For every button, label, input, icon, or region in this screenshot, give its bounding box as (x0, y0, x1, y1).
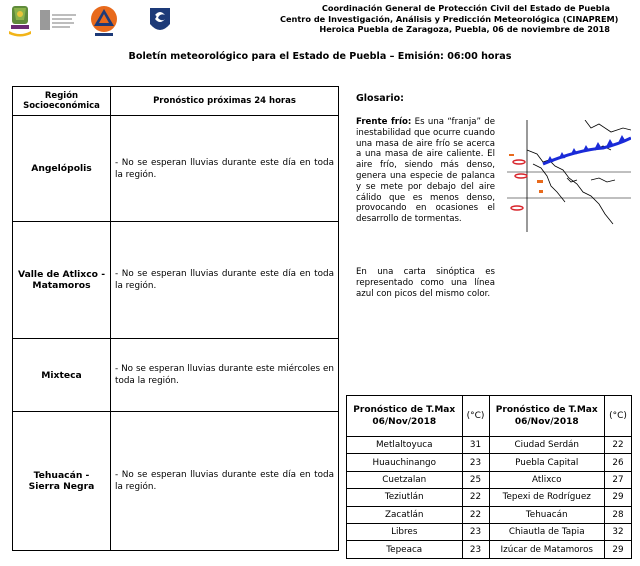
table-row (347, 489, 632, 506)
city-name: Tepexi de Rodríguez (489, 489, 605, 506)
temperature-value: 26 (605, 454, 632, 471)
region-forecast-table (12, 86, 339, 551)
city-name: Atlixco (489, 471, 605, 488)
region-forecast: - No se esperan lluvias durante este miércoles en toda la región. (111, 339, 339, 412)
temperature-value: 28 (605, 506, 632, 523)
city-name: Izúcar de Matamoros (489, 541, 605, 558)
temperature-value: 23 (462, 523, 489, 540)
region-name: Tehuacán - Sierra Negra (13, 412, 111, 551)
table-row (347, 541, 632, 558)
unit-header-right: (°C) (605, 396, 632, 437)
glossary-term: Frente frío: (356, 117, 412, 127)
cold-front-map (507, 120, 631, 232)
region-column-header: Región Socioeconómica (13, 87, 111, 116)
table-row (13, 116, 339, 222)
table-row (13, 222, 339, 339)
city-name: Chiautla de Tapia (489, 523, 605, 540)
region-forecast: - No se esperan lluvias durante este día en toda la región. (111, 412, 339, 551)
city-name: Libres (347, 523, 463, 540)
header-line-2: Centro de Investigación, Análisis y Predicción Meteorológica (CINAPREM) (280, 13, 619, 24)
region-name: Valle de Atlixco - Matamoros (13, 222, 111, 339)
region-name: Mixteca (13, 339, 111, 412)
temperature-value: 31 (462, 437, 489, 454)
table-row (347, 506, 632, 523)
temperature-value: 23 (462, 541, 489, 558)
region-forecast: - No se esperan lluvias durante este día en toda la región. (111, 116, 339, 222)
forecast-header-right: Pronóstico de T.Max 06/Nov/2018 (489, 396, 605, 437)
temperature-value: 25 (462, 471, 489, 488)
city-name: Tehuacán (489, 506, 605, 523)
proteccion-civil-logo (89, 4, 119, 38)
header-line-3: Heroica Puebla de Zaragoza, Puebla, 06 de noviembre de 2018 (319, 24, 610, 34)
temperature-value: 27 (605, 471, 632, 488)
city-name: Puebla Capital (489, 454, 605, 471)
temperature-value: 22 (462, 489, 489, 506)
temperature-value: 32 (605, 523, 632, 540)
cinaprem-logo (146, 4, 174, 38)
header-block (280, 3, 619, 35)
glossary-title: Glosario: (356, 93, 404, 104)
table-row (347, 454, 632, 471)
city-name: Teziutlán (347, 489, 463, 506)
temperature-value: 22 (462, 506, 489, 523)
city-name: Huauchinango (347, 454, 463, 471)
city-name: Ciudad Serdán (489, 437, 605, 454)
glossary-definition (356, 117, 495, 225)
puebla-state-logo (6, 4, 34, 38)
table-row (13, 339, 339, 412)
gobierno-puebla-logo (38, 4, 78, 38)
temperature-value: 29 (605, 489, 632, 506)
temperature-value: 29 (605, 541, 632, 558)
glossary-note: En una carta sinóptica es representado como una línea azul con picos del mismo color. (356, 267, 495, 299)
table-header-row (347, 396, 632, 437)
city-name: Zacatlán (347, 506, 463, 523)
max-temperature-table (346, 395, 632, 559)
temperature-value: 22 (605, 437, 632, 454)
bulletin-title: Boletín meteorológico para el Estado de Puebla – Emisión: 06:00 horas (128, 51, 512, 62)
table-row (347, 471, 632, 488)
table-header-row (13, 87, 339, 116)
table-row (347, 523, 632, 540)
region-name: Angelópolis (13, 116, 111, 222)
table-row (13, 412, 339, 551)
table-row (347, 437, 632, 454)
forecast-header-left: Pronóstico de T.Max 06/Nov/2018 (347, 396, 463, 437)
city-name: Metlaltoyuca (347, 437, 463, 454)
header-line-1: Coordinación General de Protección Civil del Estado de Puebla (321, 3, 610, 13)
city-name: Cuetzalan (347, 471, 463, 488)
temperature-value: 23 (462, 454, 489, 471)
glossary-definition-text: Es una “franja” de inestabilidad que ocurre cuando una masa de aire frío se acerca a una masa de aire caliente. El aire frío, siendo más denso, genera una especie de palanca y se mete por debajo del aire cálido que es menos denso, provocando en ocasiones el desarrollo de tormentas. (356, 117, 496, 225)
forecast-column-header: Pronóstico próximas 24 horas (111, 87, 339, 116)
city-name: Tepeaca (347, 541, 463, 558)
unit-header-left: (°C) (462, 396, 489, 437)
region-forecast: - No se esperan lluvias durante este día en toda la región. (111, 222, 339, 339)
